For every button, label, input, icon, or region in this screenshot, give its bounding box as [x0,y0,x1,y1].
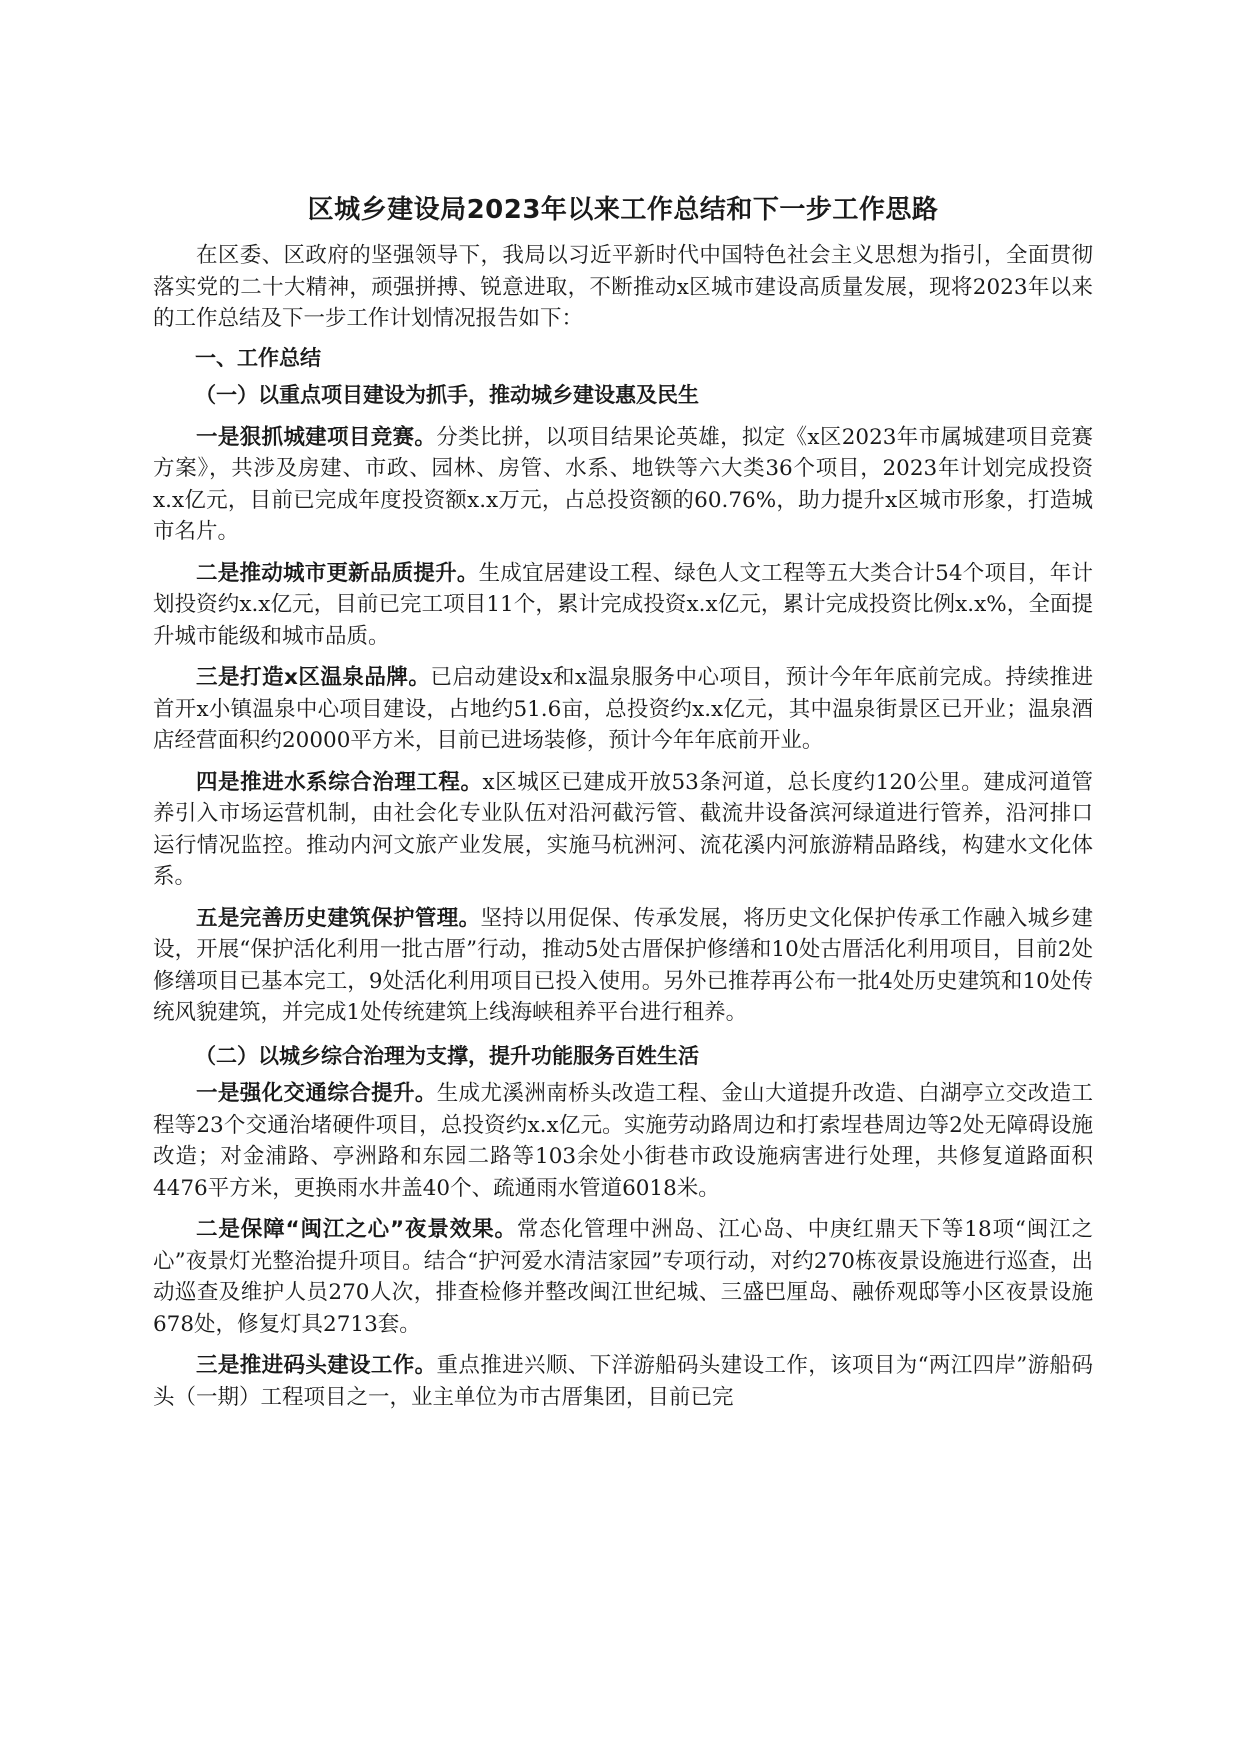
document-title: 区城乡建设局2023年以来工作总结和下一步工作思路 [307,195,939,225]
paragraph-lead: 一是强化交通综合提升。 [196,1081,437,1106]
paragraph-body: 坚持以用促保、传承发展，将历史文化保护传承工作融入城乡建设，开展“保护活化利用一批古厝”行动，推动5处古厝保护修缮和10处古厝活化利用项目，目前2处修缮项目已基本完工，9处活化利用项目已投入使用。另外已推荐再公布一批4处历史建筑和10处传统风貌建筑，并完成1处传统建筑上线海峡租养平台进行租养。 [153,905,1093,1025]
paragraph-lead: 一是狠抓城建项目竞赛。 [196,424,437,450]
paragraph-hot-spring-brand [153,662,1093,757]
paragraph-lead: 三是打造x区温泉品牌。 [196,665,431,690]
paragraph-body: x区城区已建成开放53条河道，总长度约120公里。建成河道管养引入市场运营机制，由社会化专业队伍对沿河截污管、截流井设备滨河绿道进行管养，沿河排口运行情况监控。推动内河文旅产业发展，实施马杭洲河、流花溪内河旅游精品路线，构建水文化体系。 [153,769,1093,889]
paragraph-construction-competition [153,422,1093,548]
paragraph-lead: 二是推动城市更新品质提升。 [196,560,479,586]
paragraph-historic-buildings [153,903,1093,1029]
paragraph-body: 生成宜居建设工程、绿色人文工程等五大类合计54个项目，年计划投资约x.x亿元，目前已完工项目11个，累计完成投资x.x亿元，累计完成投资比例x.x%，全面提升城市能级和城市品质。 [153,560,1093,649]
subsection-heading-comprehensive-governance: （二）以城乡综合治理为支撑，提升功能服务百姓生活 [195,1043,699,1068]
paragraph-pier-construction [153,1350,1093,1413]
paragraph-night-scene [153,1214,1093,1340]
paragraph-body: 常态化管理中洲岛、江心岛、中庚红鼎天下等18项“闽江之心”夜景灯光整治提升项目。结合“护河爱水清洁家园”专项行动，对约270栋夜景设施进行巡查，出动巡查及维护人员270人次，排查检修并整改闽江世纪城、三盛巴厘岛、融侨观邸等小区夜景设施678处，修复灯具2713套。 [153,1217,1093,1337]
paragraph-lead: 四是推进水系综合治理工程。 [196,769,483,795]
paragraph-lead: 二是保障“闽江之心”夜景效果。 [196,1217,517,1242]
paragraph-body: 分类比拼，以项目结果论英雄，拟定《x区2023年市属城建项目竞赛方案》，共涉及房建、市政、园林、房管、水系、地铁等六大类36个项目，2023年计划完成投资x.x亿元，目前已完成年度投资额x.x万元，占总投资额的60.76%，助力提升x区城市形象，打造城市名片。 [153,424,1093,544]
paragraph-lead: 五是完善历史建筑保护管理。 [196,905,481,931]
document-page [153,190,1093,1413]
paragraph-body: 已启动建设x和x温泉服务中心项目，预计今年年底前完成。持续推进首开x小镇温泉中心项目建设，占地约51.6亩，总投资约x.x亿元，其中温泉街景区已开业；温泉酒店经营面积约20000平方米，目前已进场装修，预计今年年底前开业。 [153,665,1093,753]
paragraph-lead: 三是推进码头建设工作。 [196,1353,437,1378]
paragraph-traffic [153,1078,1093,1204]
paragraph-body: 生成尤溪洲南桥头改造工程、金山大道提升改造、白湖亭立交改造工程等23个交通治堵硬件项目，总投资约x.x亿元。实施劳动路周边和打索埕巷周边等2处无障碍设施改造；对金浦路、亭洲路和东园二路等103余处小街巷市政设施病害进行处理，共修复道路面积4476平方米，更换雨水井盖40个、疏通雨水管道6018米。 [153,1081,1093,1201]
paragraph-urban-renewal [153,558,1093,653]
paragraph-body: 重点推进兴顺、下洋游船码头建设工作，该项目为“两江四岸”游船码头（一期）工程项目之一，业主单位为市古厝集团，目前已完 [153,1353,1093,1410]
subsection-heading-key-projects: （一）以重点项目建设为抓手，推动城乡建设惠及民生 [195,383,699,407]
paragraph-water-system [153,767,1093,893]
section-heading-work-summary: 一、工作总结 [195,345,321,370]
intro-paragraph: 在区委、区政府的坚强领导下，我局以习近平新时代中国特色社会主义思想为指引，全面贯彻落实党的二十大精神，顽强拼搏、锐意进取，不断推动x区城市建设高质量发展，现将2023年以来的工作总结及下一步工作计划情况报告如下： [153,243,1093,331]
